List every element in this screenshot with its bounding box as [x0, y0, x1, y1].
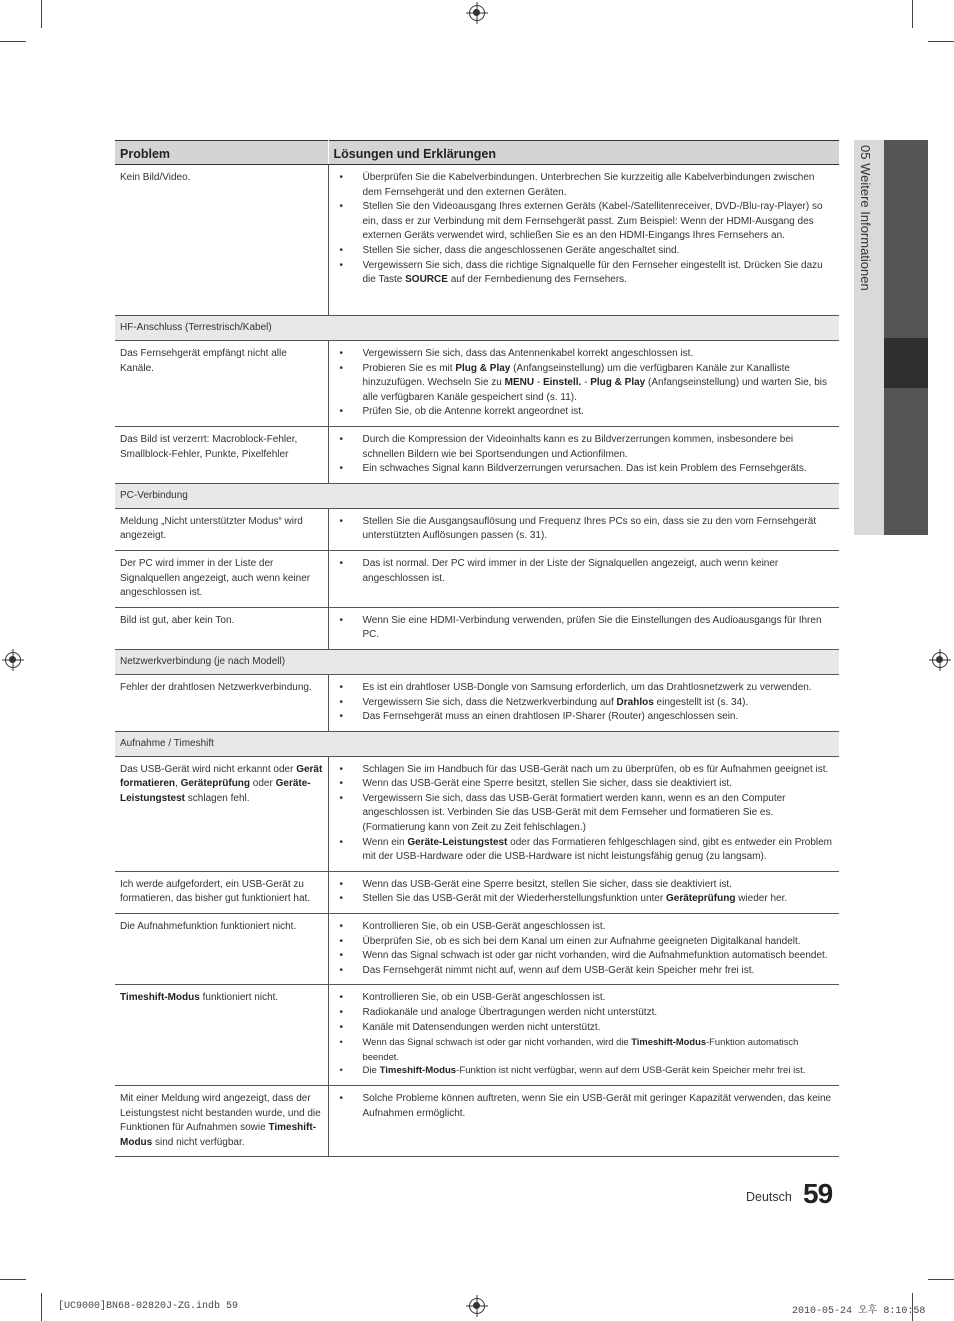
registration-mark-icon — [5, 652, 21, 668]
table-row — [115, 914, 839, 985]
solution-cell — [328, 1085, 839, 1156]
list-item: • Schlagen Sie im Handbuch für das USB-Gerät nach um zu überprüfen, ob es für Aufnahmen geeignet ist. — [334, 763, 835, 778]
list-item: • Probieren Sie es mit Plug & Play (Anfangseinstellung) um die verfügbaren Kanäle zur Kanalliste hinzuzufügen. Wechseln Sie zu MENU - Einstell. - Plug & Play (Anfangseinstellung) und warten Sie, bis alle verfügbaren Kanäle gespeichert sind (s. 11). — [334, 362, 835, 406]
solution-cell — [328, 607, 839, 649]
column-header-solutions: Lösungen und Erklärungen — [328, 141, 839, 165]
problem-cell: Kein Bild/Video. — [115, 165, 328, 316]
list-item: • Stellen Sie sicher, dass die angeschlossenen Geräte angeschaltet sind. — [334, 244, 835, 259]
registration-mark-icon — [469, 5, 485, 21]
list-item: • Das Fernsehgerät muss an einen drahtlosen IP-Sharer (Router) angeschlossen sein. — [334, 710, 835, 725]
problem-cell: Der PC wird immer in der Liste der Signalquellen angezeigt, auch wenn keiner angeschlossen ist. — [115, 550, 328, 607]
table-row — [115, 426, 839, 483]
crop-mark — [0, 1279, 26, 1280]
print-file-info: [UC9000]BN68-02820J-ZG.indb 59 — [58, 1301, 239, 1312]
solution-cell — [328, 756, 839, 871]
solution-cell — [328, 550, 839, 607]
language-label: Deutsch — [746, 1190, 792, 1204]
section-label: Netzwerkverbindung (je nach Modell) — [115, 649, 839, 674]
list-item: • Stellen Sie den Videoausgang Ihres externen Geräts (Kabel-/Satellitenreceiver, DVD-/Blu-ray-Player) so ein, dass er zur Verbindung mit dem Fernsehgerät passt. Zum Beispiel: Wenn der HDMI-Ausgang des externen Geräts verwendet wird, schließen Sie es an den HDMI-Eingangs Ihres Fernsehers an. — [334, 200, 835, 244]
crop-mark — [928, 1279, 954, 1280]
section-label: PC-Verbindung — [115, 483, 839, 508]
solution-cell — [328, 674, 839, 731]
list-item: • Kontrollieren Sie, ob ein USB-Gerät angeschlossen ist. — [334, 920, 835, 935]
problem-cell: Die Aufnahmefunktion funktioniert nicht. — [115, 914, 328, 985]
problem-cell: Bild ist gut, aber kein Ton. — [115, 607, 328, 649]
problem-cell: Timeshift-Modus funktioniert nicht. — [115, 985, 328, 1086]
table-row — [115, 1085, 839, 1156]
list-item: • Überprüfen Sie, ob es sich bei dem Kanal um einen zur Aufnahme geeigneten Digitalkanal handelt. — [334, 935, 835, 950]
list-item: • Wenn das Signal schwach ist oder gar nicht vorhanden, wird die Timeshift-Modus-Funktion automatisch beendet. — [334, 1035, 835, 1064]
list-item: • Wenn das USB-Gerät eine Sperre besitzt, stellen Sie sicher, dass sie deaktiviert ist. — [334, 878, 835, 893]
registration-mark-icon — [932, 652, 948, 668]
list-item: • Das Fernsehgerät nimmt nicht auf, wenn auf dem USB-Gerät kein Speicher mehr frei ist. — [334, 964, 835, 979]
list-item: • Solche Probleme können auftreten, wenn Sie ein USB-Gerät mit geringer Kapazität verwenden, das keine Aufnahmen ermöglicht. — [334, 1092, 835, 1121]
section-row — [115, 483, 839, 508]
list-item: • Wenn das USB-Gerät eine Sperre besitzt, stellen Sie sicher, dass sie deaktiviert ist. — [334, 777, 835, 792]
crop-mark — [928, 41, 954, 42]
table-row — [115, 508, 839, 550]
chapter-title: 05 Weitere Informationen — [858, 145, 873, 291]
section-row — [115, 316, 839, 341]
crop-mark — [0, 41, 26, 42]
list-item: • Durch die Kompression der Videoinhalts kann es zu Bildverzerrungen kommen, insbesondere bei schnellen Bildern wie bei Sportsendungen und Actionfilmen. — [334, 433, 835, 462]
list-item: • Vergewissern Sie sich, dass das Antennenkabel korrekt angeschlossen ist. — [334, 347, 835, 362]
table-row — [115, 607, 839, 649]
list-item: • Kontrollieren Sie, ob ein USB-Gerät angeschlossen ist. — [334, 991, 835, 1006]
list-item: • Prüfen Sie, ob die Antenne korrekt angeordnet ist. — [334, 405, 835, 420]
problem-cell: Ich werde aufgefordert, ein USB-Gerät zu formatieren, das bisher gut funktioniert hat. — [115, 871, 328, 913]
problem-cell: Mit einer Meldung wird angezeigt, dass der Leistungstest nicht bestanden wurde, und die Funktionen für Aufnahmen sowie Timeshift-Modus sind nicht verfügbar. — [115, 1085, 328, 1156]
list-item: • Vergewissern Sie sich, dass die richtige Signalquelle für den Fernseher eingestellt ist. Drücken Sie dazu die Taste SOURCE auf der Fernbedienung des Fernsehers. — [334, 259, 835, 288]
table-row — [115, 165, 839, 316]
solution-cell — [328, 914, 839, 985]
table-row — [115, 674, 839, 731]
section-label: HF-Anschluss (Terrestrisch/Kabel) — [115, 316, 839, 341]
problem-cell: Fehler der drahtlosen Netzwerkverbindung. — [115, 674, 328, 731]
list-item: • Das ist normal. Der PC wird immer in der Liste der Signalquellen angezeigt, auch wenn keiner angeschlossen ist. — [334, 557, 835, 586]
section-row — [115, 649, 839, 674]
table-row — [115, 985, 839, 1086]
problem-cell: Meldung „Nicht unterstützter Modus“ wird angezeigt. — [115, 508, 328, 550]
list-item: • Kanäle mit Datensendungen werden nicht unterstützt. — [334, 1021, 835, 1036]
page-number: 59 — [803, 1178, 833, 1209]
print-datetime: 2010-05-24 오후 8:10:58 — [792, 1306, 926, 1317]
list-item: • Wenn ein Geräte-Leistungstest oder das Formatieren fehlgeschlagen sind, gibt es entweder ein Problem mit der USB-Hardware oder die USB-Hardware ist nicht leistungsfähig genug (zu langsam). — [334, 836, 835, 865]
table-row — [115, 341, 839, 427]
list-item: • Vergewissern Sie sich, dass die Netzwerkverbindung auf Drahlos eingestellt ist (s. 34). — [334, 696, 835, 711]
table-row — [115, 550, 839, 607]
solution-cell — [328, 426, 839, 483]
solution-cell — [328, 871, 839, 913]
section-row — [115, 731, 839, 756]
list-item: • Stellen Sie die Ausgangsauflösung und Frequenz Ihres PCs so ein, dass sie zu den vom Fernsehgerät unterstützten Auflösungen passen (s. 31). — [334, 515, 835, 544]
list-item: • Die Timeshift-Modus-Funktion ist nicht verfügbar, wenn auf dem USB-Gerät kein Speicher mehr frei ist. — [334, 1064, 835, 1079]
problem-cell: Das Fernsehgerät empfängt nicht alle Kanäle. — [115, 341, 328, 427]
list-item: • Ein schwaches Signal kann Bildverzerrungen verursachen. Das ist kein Problem des Fernsehgeräts. — [334, 462, 835, 477]
solution-cell — [328, 341, 839, 427]
table-header — [115, 141, 839, 165]
solution-cell — [328, 165, 839, 316]
list-item: • Es ist ein drahtloser USB-Dongle von Samsung erforderlich, um das Drahtlosnetzwerk zu verwenden. — [334, 681, 835, 696]
crop-mark — [41, 1293, 42, 1321]
troubleshooting-table — [115, 140, 839, 1157]
list-item: • Wenn das Signal schwach ist oder gar nicht vorhanden, wird die Aufnahmefunktion automatisch beendet. — [334, 949, 835, 964]
problem-cell: Das Bild ist verzerrt: Macroblock-Fehler, Smallblock-Fehler, Punkte, Pixelfehler — [115, 426, 328, 483]
section-label: Aufnahme / Timeshift — [115, 731, 839, 756]
list-item: • Stellen Sie das USB-Gerät mit der Wiederherstellungsfunktion unter Geräteprüfung wieder her. — [334, 892, 835, 907]
solution-cell — [328, 508, 839, 550]
crop-mark — [41, 0, 42, 28]
crop-mark — [912, 0, 913, 28]
column-header-problem: Problem — [115, 141, 328, 165]
list-item: • Überprüfen Sie die Kabelverbindungen. Unterbrechen Sie kurzzeitig alle Kabelverbindungen zwischen dem Fernsehgerät und den externen Geräten. — [334, 171, 835, 200]
problem-cell: Das USB-Gerät wird nicht erkannt oder Gerät formatieren, Geräteprüfung oder Geräte-Leistungstest schlagen fehl. — [115, 756, 328, 871]
list-item: • Wenn Sie eine HDMI-Verbindung verwenden, prüfen Sie die Einstellungen des Audioausgangs für Ihren PC. — [334, 614, 835, 643]
registration-mark-icon — [469, 1298, 485, 1314]
list-item: • Radiokanäle und analoge Übertragungen werden nicht unterstützt. — [334, 1006, 835, 1021]
table-row — [115, 756, 839, 871]
list-item: • Vergewissern Sie sich, dass das USB-Gerät formatiert werden kann, wenn es an den Computer angeschlossen ist. Verbinden Sie das USB-Gerät mit dem Fernseher und formatieren Sie es. (Formatierung kann von Zeit zu Zeit fehlschlagen.) — [334, 792, 835, 836]
solution-cell — [328, 985, 839, 1086]
table-row — [115, 871, 839, 913]
